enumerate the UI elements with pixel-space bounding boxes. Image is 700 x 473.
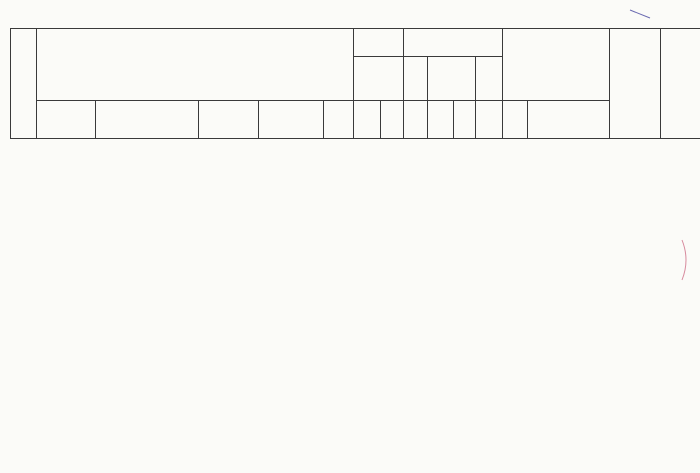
header-thuc-hanh xyxy=(476,57,503,101)
header-lan1-ct xyxy=(404,101,428,139)
header-tbc-xh xyxy=(503,101,528,139)
edge-red-mark xyxy=(682,240,686,280)
header-diem-thi xyxy=(404,29,503,57)
header-lan1-lt xyxy=(428,101,454,139)
header-ly-thuyet xyxy=(428,57,476,101)
header-chinh-tri xyxy=(404,57,428,101)
header-lan1-th xyxy=(476,101,503,139)
header-ho-dem xyxy=(96,101,199,139)
header-hoc-tap xyxy=(354,57,404,101)
header-ket-qua xyxy=(503,29,610,101)
header-tbc xyxy=(354,101,381,139)
stt-corner xyxy=(11,29,37,139)
header-ten xyxy=(199,101,259,139)
header-ngay-sinh xyxy=(259,101,324,139)
column-header-row xyxy=(11,101,700,139)
header-tong-ket xyxy=(354,29,404,57)
header-lan2-lt xyxy=(454,101,476,139)
header-xep-loai xyxy=(528,101,610,139)
graduation-results-sheet xyxy=(10,28,700,139)
corner-pen-mark xyxy=(630,10,650,18)
header-sinh-vien xyxy=(37,29,354,101)
header-pct-thi-lai xyxy=(381,101,404,139)
lop-spacer xyxy=(610,29,661,139)
results-table xyxy=(10,28,700,139)
ghi-chu-spacer xyxy=(661,29,700,139)
header-gioi-tinh xyxy=(324,101,354,139)
header-ma-sv xyxy=(37,101,96,139)
